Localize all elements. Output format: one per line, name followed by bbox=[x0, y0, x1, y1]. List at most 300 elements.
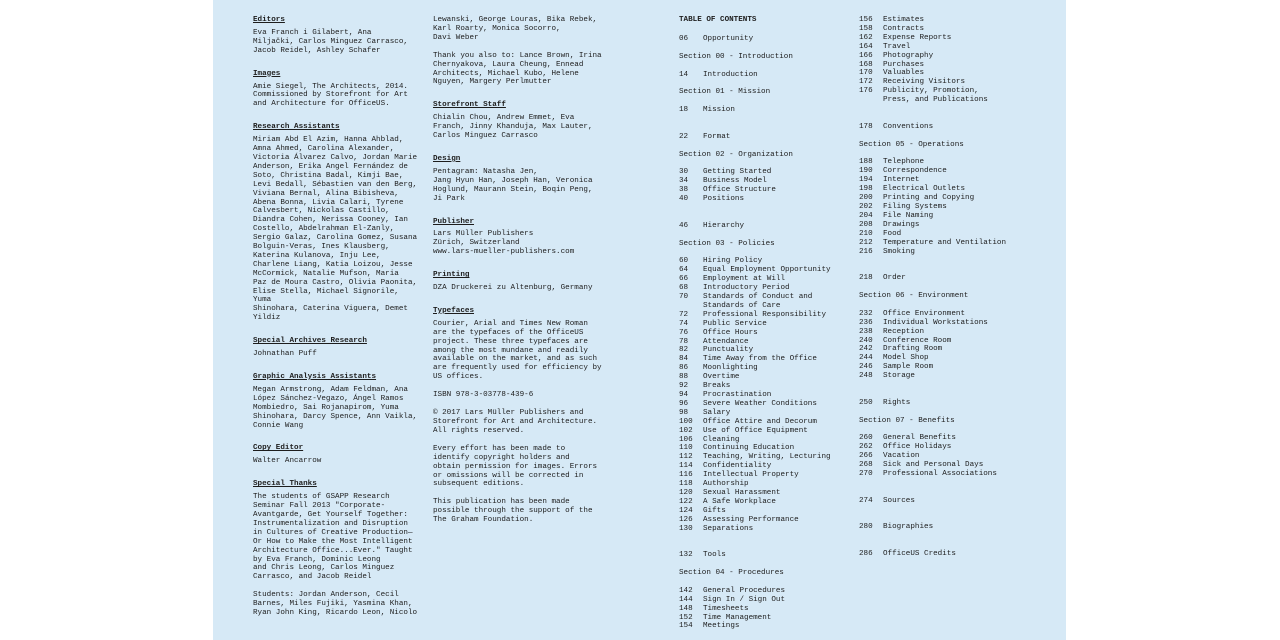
credit-section bbox=[433, 155, 607, 204]
toc-entry bbox=[679, 614, 851, 623]
toc-page-number: 168 bbox=[859, 60, 873, 69]
toc-entry bbox=[859, 550, 1039, 559]
book-spread bbox=[213, 0, 1066, 640]
toc-entry-title: Standards of Care bbox=[703, 301, 781, 310]
credits-column-1 bbox=[253, 16, 421, 632]
toc-page-number: 266 bbox=[859, 452, 873, 461]
toc-entry-title: Tools bbox=[703, 551, 726, 560]
toc-entry-title: Sign In / Sign Out bbox=[703, 595, 786, 604]
toc-entry-title: Punctuality bbox=[703, 346, 754, 355]
toc-entry-title: Drafting Room bbox=[883, 345, 943, 354]
toc-entry bbox=[679, 311, 851, 320]
toc-entry bbox=[679, 195, 851, 204]
toc-entry bbox=[859, 399, 1039, 408]
toc-entry-title: Conference Room bbox=[883, 336, 952, 345]
toc-entry bbox=[859, 194, 1039, 203]
credit-heading: Special Archives Research bbox=[253, 337, 367, 346]
credits-sections bbox=[253, 16, 421, 618]
students-continued: Lewanski, George Louras, Bika Rebek, Karl Roarty, Monica Socorro, Davi Weber bbox=[433, 16, 598, 42]
toc-spacer bbox=[859, 488, 1039, 497]
toc-entry-title: File Naming bbox=[883, 211, 934, 220]
toc-entry bbox=[679, 525, 851, 534]
credit-text: DZA Druckerei zu Altenburg, Germany bbox=[433, 284, 593, 293]
toc-page-number: 240 bbox=[859, 336, 873, 345]
toc-page-number: 212 bbox=[859, 238, 873, 247]
credit-heading: Printing bbox=[433, 271, 470, 280]
toc-entry-title: Positions bbox=[703, 195, 745, 204]
toc-page-number: 78 bbox=[679, 337, 689, 346]
toc-entry-title: Opportunity bbox=[703, 34, 754, 43]
toc-spacer bbox=[859, 114, 1039, 123]
toc-page-number: 202 bbox=[859, 202, 873, 211]
toc-page-number: 242 bbox=[859, 345, 873, 354]
toc-spacer bbox=[679, 97, 851, 106]
toc-entry bbox=[859, 248, 1039, 257]
toc-entry-title: Drawings bbox=[883, 220, 920, 229]
toc-entry-title: Office Environment bbox=[883, 309, 966, 318]
toc-spacer bbox=[679, 124, 851, 133]
toc-page-number: 236 bbox=[859, 318, 873, 327]
toc-page-number: 30 bbox=[679, 168, 689, 177]
toc-section-heading: Section 00 - Introduction bbox=[679, 52, 793, 61]
toc-entry bbox=[859, 523, 1039, 532]
toc-entry-title: Standards of Conduct and bbox=[703, 293, 813, 301]
toc-entry bbox=[679, 177, 851, 186]
toc-entry-title: Individual Workstations bbox=[883, 318, 988, 327]
toc-spacer bbox=[679, 542, 851, 551]
toc-entry bbox=[859, 434, 1039, 443]
toc-spacer bbox=[859, 479, 1039, 488]
toc-spacer bbox=[679, 578, 851, 587]
toc-entry-title: Rights bbox=[883, 398, 911, 407]
toc-entry bbox=[679, 462, 851, 471]
credit-heading: Typefaces bbox=[433, 306, 475, 315]
toc-page-number: 216 bbox=[859, 247, 873, 256]
toc-list-2 bbox=[859, 16, 1039, 559]
toc-entry bbox=[679, 489, 851, 498]
toc-entry-title: Printing and Copying bbox=[883, 194, 975, 203]
toc-page-number: 122 bbox=[679, 497, 693, 506]
toc-spacer bbox=[859, 506, 1039, 515]
toc-entry bbox=[679, 480, 851, 489]
toc-entry-title: Sick and Personal Days bbox=[883, 461, 984, 470]
toc-entry bbox=[859, 167, 1039, 176]
toc-entry bbox=[679, 106, 851, 115]
toc-entry bbox=[859, 452, 1039, 461]
toc-entry bbox=[679, 168, 851, 177]
credit-section bbox=[253, 373, 421, 430]
toc-entry bbox=[679, 186, 851, 195]
toc-entry bbox=[679, 596, 851, 605]
toc-entry-title: Mission bbox=[703, 106, 735, 115]
credit-section bbox=[253, 480, 421, 618]
toc-spacer bbox=[859, 390, 1039, 399]
credit-text: Megan Armstrong, Adam Feldman, Ana López Sánchez-Vegazo, Ángel Ramos Mombiedro, Sai Rojanapirom, Yuma Shinohara, Darcy Spence, Ann Vaikla, Connie Wang bbox=[253, 385, 418, 430]
toc-page-number: 274 bbox=[859, 496, 873, 505]
credits-column-2 bbox=[433, 16, 607, 539]
toc-page-number: 40 bbox=[679, 195, 689, 204]
toc-page-number bbox=[679, 302, 703, 311]
toc-entry bbox=[679, 400, 851, 409]
toc-entry bbox=[679, 71, 851, 80]
toc-page-number: 144 bbox=[679, 595, 693, 604]
toc-title: TABLE OF CONTENTS bbox=[679, 16, 757, 24]
credit-section bbox=[433, 101, 607, 141]
credit-section bbox=[253, 444, 421, 466]
toc-spacer bbox=[679, 231, 851, 240]
toc-section-heading: Section 05 - Operations bbox=[859, 140, 964, 149]
toc-entry-title: Office Holidays bbox=[883, 443, 952, 452]
toc-entry bbox=[859, 443, 1039, 452]
toc-entry-title: Model Shop bbox=[883, 354, 929, 363]
toc-entry bbox=[859, 461, 1039, 470]
toc-page-number: 76 bbox=[679, 328, 689, 337]
toc-page-number: 72 bbox=[679, 310, 689, 319]
toc-entry-title: Introductory Period bbox=[703, 284, 790, 293]
toc-entry bbox=[859, 61, 1039, 70]
toc-entry bbox=[679, 622, 851, 631]
toc-entry bbox=[859, 363, 1039, 372]
toc-page-number: 154 bbox=[679, 622, 693, 631]
toc-entry bbox=[859, 354, 1039, 363]
toc-entry-title: Separations bbox=[703, 524, 754, 533]
toc-entry-title: Use of Office Equipment bbox=[703, 426, 808, 435]
toc-entry-title: Public Service bbox=[703, 319, 767, 328]
toc-page-number: 110 bbox=[679, 444, 693, 453]
thanks-paragraph: Thank you also to: Lance Brown, Irina Chernyakova, Laura Cheung, Ennead Architects, Michael Kubo, Helene Nguyen, Margery Perlmutter bbox=[433, 51, 602, 87]
toc-page-number: 142 bbox=[679, 586, 693, 595]
toc-page-number: 102 bbox=[679, 426, 693, 435]
toc-entry bbox=[679, 302, 851, 311]
toc-entry bbox=[859, 25, 1039, 34]
toc-page-number: 100 bbox=[679, 417, 693, 426]
credit-text: Lars Müller Publishers Zürich, Switzerland www.lars-mueller-publishers.com bbox=[433, 230, 575, 257]
toc-entry bbox=[679, 35, 851, 44]
toc-page-number: 86 bbox=[679, 364, 689, 373]
credit-section bbox=[253, 70, 421, 110]
toc-entry bbox=[859, 319, 1039, 328]
toc-page-number: 262 bbox=[859, 443, 873, 452]
credit-heading: Graphic Analysis Assistants bbox=[253, 373, 377, 381]
toc-page-number: 170 bbox=[859, 69, 873, 78]
credit-text: This publication has been made possible through the support of the The Graham Foundation. bbox=[433, 498, 593, 525]
toc-spacer bbox=[679, 62, 851, 71]
toc-entry bbox=[679, 284, 851, 293]
toc-entry bbox=[859, 372, 1039, 381]
toc-page-number: 94 bbox=[679, 390, 689, 399]
toc-entry-title: Equal Employment Opportunity bbox=[703, 266, 831, 275]
toc-section-heading: Section 03 - Policies bbox=[679, 239, 775, 248]
toc-entry-title: Internet bbox=[883, 176, 920, 185]
toc-entry bbox=[679, 471, 851, 480]
toc-entry-title: Expense Reports bbox=[883, 33, 952, 42]
toc-entry-title: Receiving Visitors bbox=[883, 78, 966, 87]
toc-entry-title: Intellectual Property bbox=[703, 471, 799, 480]
toc-entry bbox=[859, 239, 1039, 248]
toc-page-number: 246 bbox=[859, 363, 873, 372]
toc-page-number: 60 bbox=[679, 257, 689, 266]
toc-page-number: 116 bbox=[679, 471, 693, 480]
toc-page-number: 280 bbox=[859, 523, 873, 532]
toc-entry-title: Correspondence bbox=[883, 167, 947, 176]
toc-entry bbox=[859, 345, 1039, 354]
toc-entry-title: Professional Associations bbox=[883, 470, 997, 479]
toc-entry-title: Breaks bbox=[703, 382, 731, 391]
toc-column-2 bbox=[859, 16, 1039, 559]
toc-page-number: 46 bbox=[679, 221, 689, 230]
toc-entry bbox=[859, 328, 1039, 337]
toc-entry-title: Biographies bbox=[883, 523, 934, 532]
credit-heading: Copy Editor bbox=[253, 444, 304, 453]
toc-spacer bbox=[859, 150, 1039, 159]
toc-entry bbox=[859, 212, 1039, 221]
toc-entry-title: Order bbox=[883, 274, 906, 283]
credit-text: © 2017 Lars Müller Publishers and Storefront for Art and Architecture. All rights reserved. bbox=[433, 409, 598, 435]
toc-entry-title: Format bbox=[703, 132, 731, 141]
credit-section bbox=[433, 307, 607, 525]
toc-entry-title: Overtime bbox=[703, 373, 740, 382]
toc-entry bbox=[859, 123, 1039, 132]
toc-spacer bbox=[859, 301, 1039, 310]
toc-page-number: 244 bbox=[859, 354, 873, 363]
toc-entry-title: Time Management bbox=[703, 613, 772, 622]
toc-page-number: 06 bbox=[679, 34, 689, 43]
toc-page-number: 210 bbox=[859, 229, 873, 238]
toc-section-heading: Section 07 - Benefits bbox=[859, 416, 955, 425]
toc-entry-title: Timesheets bbox=[703, 604, 749, 613]
toc-entry-title: Employment at Will bbox=[703, 275, 786, 284]
credit-heading: Special Thanks bbox=[253, 480, 317, 489]
credit-heading: Images bbox=[253, 69, 281, 78]
toc-entry-title: Meetings bbox=[703, 622, 740, 631]
toc-entry-title: Procrastination bbox=[703, 390, 772, 399]
toc-entry-title: Salary bbox=[703, 408, 731, 417]
toc-entry-title: A Safe Workplace bbox=[703, 497, 776, 506]
toc-page-number: 98 bbox=[679, 408, 689, 417]
toc-page-number: 172 bbox=[859, 78, 873, 87]
toc-entry bbox=[679, 329, 851, 338]
toc-entry-title: Hiring Policy bbox=[703, 257, 763, 266]
toc-entry bbox=[859, 34, 1039, 43]
toc-entry-title: Sample Room bbox=[883, 363, 934, 372]
toc-entry-title: Vacation bbox=[883, 452, 920, 461]
toc-spacer bbox=[679, 44, 851, 53]
toc-entry-title: Photography bbox=[883, 51, 934, 60]
toc-page-number: 74 bbox=[679, 319, 689, 328]
toc-section-heading: Section 04 - Procedures bbox=[679, 569, 784, 578]
toc-page-number bbox=[859, 96, 883, 105]
toc-entry bbox=[679, 275, 851, 284]
toc-entry bbox=[679, 427, 851, 436]
toc-entry-title: Conventions bbox=[883, 122, 934, 131]
credit-text: Students: Jordan Anderson, Cecil Barnes, Miles Fujiki, Yasmina Khan, Ryan John King, Ricardo Leon, Nicolo bbox=[253, 591, 418, 618]
credit-text: Miriam Abd El Azim, Hanna Ahblad, Amna Ahmed, Carolina Alexander, Victoria Álvarez Calvo, Jordan Marie Anderson, Erika Angel Fernández de Soto, Christina Badal, Kimji Bae, Levi Bedall, Sébastien van den Berg, Viviana Bernal, Alina Bibisheva, Abena Bonna, Livia Calari, Tyrene Calvesbert, Nickolas Castillo, Diandra Cohen, Nerissa Cooney, Ian Costello, Abdelrahman El-Zanly, Sergio Galaz, Carolina Gomez, Susana Bolguin-Veras, Ines Klausberg, Katerina Kulanova, Inju Lee, Charlene Liang, Katia Loizou, Jesse McCormick, Natalie Mufson, Maria Paz de Moura Castro, Olivia Paonita, Elise Stella, Michael Signorile, Yuma Shinohara, Caterina Viguera, Demet Yildiz bbox=[253, 136, 418, 323]
toc-entry bbox=[859, 52, 1039, 61]
toc-spacer bbox=[679, 142, 851, 151]
toc-entry bbox=[679, 507, 851, 516]
credit-section bbox=[253, 123, 421, 323]
toc-spacer bbox=[859, 283, 1039, 292]
toc-entry-title: Confidentiality bbox=[703, 462, 772, 471]
toc-page-number: 66 bbox=[679, 275, 689, 284]
toc-entry bbox=[679, 373, 851, 382]
toc-spacer bbox=[859, 265, 1039, 274]
toc-page-number: 238 bbox=[859, 327, 873, 336]
toc-page-number: 118 bbox=[679, 480, 693, 489]
toc-page-number: 114 bbox=[679, 462, 693, 471]
toc-entry bbox=[679, 418, 851, 427]
toc-page-number: 68 bbox=[679, 284, 689, 293]
toc-entry-title: Attendance bbox=[703, 337, 749, 346]
toc-page-number: 164 bbox=[859, 42, 873, 51]
toc-page-number: 92 bbox=[679, 382, 689, 391]
toc-entry bbox=[679, 436, 851, 445]
toc-page-number: 176 bbox=[859, 87, 873, 96]
toc-entry-title: Getting Started bbox=[703, 168, 772, 177]
toc-entry bbox=[859, 185, 1039, 194]
toc-page-number: 162 bbox=[859, 33, 873, 42]
credit-text: Courier, Arial and Times New Roman are the typefaces of the OfficeUS project. These three typefaces are among the most mundane and readily available on the market, and as such are frequently used for efficiency by US offices. bbox=[433, 319, 602, 382]
toc-entry-title: Smoking bbox=[883, 247, 915, 256]
toc-spacer bbox=[679, 115, 851, 124]
toc-page-number: 120 bbox=[679, 488, 693, 497]
credits-continued bbox=[433, 16, 607, 87]
toc-entry-title: Hierarchy bbox=[703, 221, 745, 230]
toc-entry bbox=[679, 293, 851, 302]
toc-entry bbox=[859, 274, 1039, 283]
toc-entry bbox=[679, 516, 851, 525]
toc-list-1 bbox=[679, 35, 851, 631]
toc-entry-title: Food bbox=[883, 229, 902, 238]
toc-entry-title: Teaching, Writing, Lecturing bbox=[703, 453, 831, 462]
toc-spacer bbox=[859, 541, 1039, 550]
credit-text: ISBN 978-3-03778-439-6 bbox=[433, 391, 534, 400]
credit-section bbox=[253, 16, 421, 56]
toc-entry bbox=[679, 409, 851, 418]
toc-entry-title: OfficeUS Credits bbox=[883, 550, 956, 559]
toc-page-number: 250 bbox=[859, 398, 873, 407]
toc-page-number: 14 bbox=[679, 70, 689, 79]
toc-page-number: 198 bbox=[859, 185, 873, 194]
toc-entry bbox=[679, 391, 851, 400]
toc-page-number: 64 bbox=[679, 266, 689, 275]
toc-entry bbox=[859, 87, 1039, 96]
toc-spacer bbox=[679, 79, 851, 88]
credit-text: Every effort has been made to identify copyright holders and obtain permission for images. Errors or omissions will be corrected in subsequent editions. bbox=[433, 444, 598, 489]
credit-text: The students of GSAPP Research Seminar Fall 2013 "Corporate- Avantgarde, Get Yourself Together: Instrumentalization and Disruption in Cultures of Creative Production— Or How to Make the Most Intelligent Architecture Office...Ever." Taught by Eva Franch, Dominic Leong and Chris Leong, Carlos Minguez Carrasco, and Jacob Reidel bbox=[253, 493, 413, 582]
toc-entry-title: Estimates bbox=[883, 16, 925, 24]
toc-entry-title: Press, and Publications bbox=[883, 96, 988, 105]
toc-page-number: 178 bbox=[859, 122, 873, 131]
toc-entry-title: Professional Responsibility bbox=[703, 310, 827, 319]
toc-entry bbox=[679, 133, 851, 142]
toc-page-number: 188 bbox=[859, 158, 873, 167]
toc-page-number: 200 bbox=[859, 194, 873, 203]
toc-entry bbox=[679, 382, 851, 391]
toc-page-number: 96 bbox=[679, 399, 689, 408]
credit-heading: Publisher bbox=[433, 217, 475, 226]
toc-page-number: 158 bbox=[859, 24, 873, 33]
toc-spacer bbox=[679, 159, 851, 168]
toc-page-number: 286 bbox=[859, 550, 873, 559]
toc-page-number: 132 bbox=[679, 551, 693, 560]
toc-page-number: 84 bbox=[679, 355, 689, 364]
toc-entry-title: General Benefits bbox=[883, 434, 956, 443]
toc-entry bbox=[679, 266, 851, 275]
toc-entry-title: Cleaning bbox=[703, 435, 740, 444]
toc-entry-title: Travel bbox=[883, 42, 911, 51]
toc-spacer bbox=[859, 256, 1039, 265]
credit-heading: Research Assistants bbox=[253, 123, 340, 132]
credits2-sections bbox=[433, 101, 607, 525]
toc-page-number: 22 bbox=[679, 132, 689, 141]
toc-page-number: 260 bbox=[859, 434, 873, 443]
toc-entry-title: Office Hours bbox=[703, 328, 758, 337]
toc-spacer bbox=[859, 105, 1039, 114]
toc-page-number: 18 bbox=[679, 106, 689, 115]
toc-spacer bbox=[679, 560, 851, 569]
toc-spacer bbox=[679, 248, 851, 257]
toc-entry-title: General Procedures bbox=[703, 586, 786, 595]
toc-spacer bbox=[859, 515, 1039, 524]
toc-entry bbox=[679, 320, 851, 329]
toc-page-number: 38 bbox=[679, 186, 689, 195]
toc-page-number: 208 bbox=[859, 220, 873, 229]
toc-entry-title: Sexual Harassment bbox=[703, 488, 781, 497]
toc-entry-title: Authorship bbox=[703, 480, 749, 489]
toc-column-1 bbox=[679, 16, 851, 631]
toc-entry-title: Business Model bbox=[703, 177, 767, 186]
toc-entry-title: Filing Systems bbox=[883, 202, 947, 211]
toc-entry bbox=[859, 221, 1039, 230]
toc-entry bbox=[859, 230, 1039, 239]
toc-entry-title: Gifts bbox=[703, 506, 726, 515]
toc-entry bbox=[679, 444, 851, 453]
toc-entry bbox=[679, 222, 851, 231]
toc-spacer bbox=[679, 213, 851, 222]
credit-text: Chialin Chou, Andrew Emmet, Eva Franch, Jinny Khanduja, Max Lauter, Carlos Minguez Carrasco bbox=[433, 114, 593, 141]
toc-entry-title: Electrical Outlets bbox=[883, 185, 966, 194]
toc-entry-title: Sources bbox=[883, 496, 915, 505]
credit-heading: Storefront Staff bbox=[433, 101, 506, 110]
toc-entry bbox=[859, 69, 1039, 78]
toc-page-number: 232 bbox=[859, 309, 873, 318]
credit-text: Eva Franch i Gilabert, Ana Miljački, Carlos Minguez Carrasco, Jacob Reidel, Ashley Schafer bbox=[253, 28, 408, 55]
toc-entry-title: Contracts bbox=[883, 24, 925, 33]
toc-entry-title: Purchases bbox=[883, 60, 925, 69]
toc-entry-title: Temperature and Ventilation bbox=[883, 238, 1007, 247]
toc-entry bbox=[679, 587, 851, 596]
toc-entry-title: Publicity, Promotion, bbox=[883, 87, 979, 96]
credit-section bbox=[433, 271, 607, 293]
toc-entry bbox=[679, 498, 851, 507]
credit-text: Johnathan Puff bbox=[253, 350, 317, 359]
toc-page-number: 88 bbox=[679, 373, 689, 382]
toc-entry bbox=[859, 337, 1039, 346]
toc-page-number: 34 bbox=[679, 177, 689, 186]
toc-section-heading: Section 06 - Environment bbox=[859, 291, 969, 300]
toc-page-number: 106 bbox=[679, 435, 693, 444]
toc-entry-title: Time Away from the Office bbox=[703, 355, 817, 364]
toc-entry-title: Severe Weather Conditions bbox=[703, 399, 817, 408]
toc-entry bbox=[679, 257, 851, 266]
toc-page-number: 112 bbox=[679, 453, 693, 462]
toc-page-number: 194 bbox=[859, 176, 873, 185]
toc-spacer bbox=[679, 533, 851, 542]
toc-entry bbox=[679, 605, 851, 614]
toc-entry bbox=[859, 78, 1039, 87]
toc-page-number: 130 bbox=[679, 524, 693, 533]
